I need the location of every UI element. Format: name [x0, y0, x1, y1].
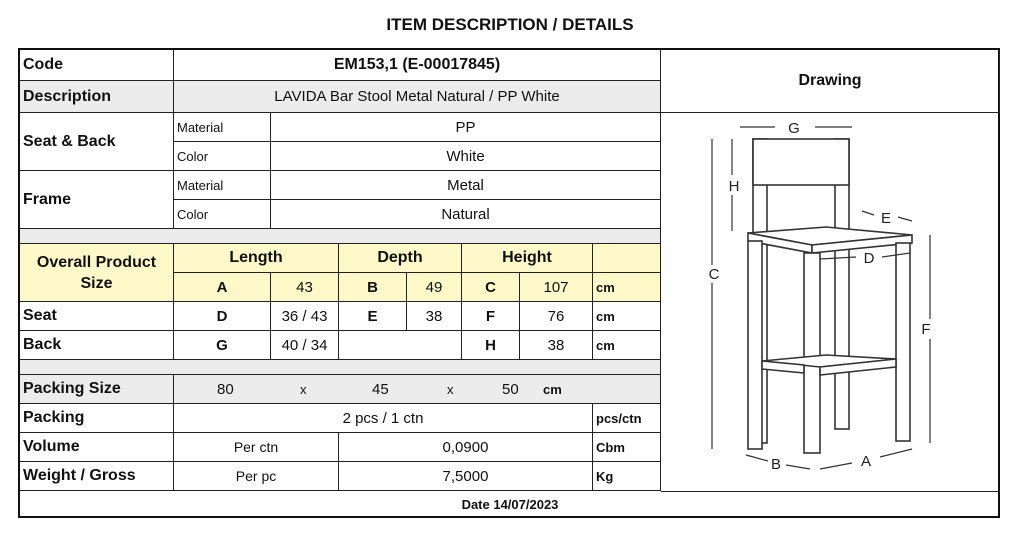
packing-value: 2 pcs / 1 ctn — [174, 404, 593, 433]
stool-svg — [660, 113, 1000, 489]
volume-unit: Cbm — [593, 433, 661, 462]
drawing-letter-a: A — [860, 453, 872, 470]
weight-label: Weight / Gross — [20, 462, 174, 491]
spacer-row — [20, 229, 661, 244]
description-value: LAVIDA Bar Stool Metal Natural / PP White — [174, 81, 661, 113]
seat-back-label: Seat & Back — [20, 113, 174, 171]
dim-g-label: G — [174, 331, 271, 360]
dim-f-label: F — [462, 302, 520, 331]
drawing-letter-c: C — [708, 266, 720, 283]
frame-color-label: Color — [174, 200, 271, 229]
packing-size-label: Packing Size — [20, 375, 174, 404]
dim-e-label: E — [339, 302, 407, 331]
dim-c-label: C — [462, 273, 520, 302]
description-label: Description — [20, 81, 174, 113]
dim-b-label: B — [339, 273, 407, 302]
seat-back-material-label: Material — [174, 113, 271, 142]
packing-size-values — [174, 375, 661, 404]
dim-d-value: 36 / 43 — [271, 302, 339, 331]
page-title: ITEM DESCRIPTION / DETAILS — [386, 15, 634, 34]
dim-c-value: 107 — [520, 273, 593, 302]
drawing-letter-f: F — [921, 321, 931, 338]
unit-header-blank — [593, 244, 661, 273]
packing-size-x1: x — [300, 381, 307, 397]
back-label: Back — [20, 331, 174, 360]
rear-right-leg — [896, 243, 910, 441]
overall-size-label-line1: Overall Product — [36, 253, 157, 271]
dim-d-label: D — [174, 302, 271, 331]
dim-g-value: 40 / 34 — [271, 331, 339, 360]
weight-per: Per pc — [174, 462, 339, 491]
back-unit: cm — [593, 331, 661, 360]
packing-unit: pcs/ctn — [593, 404, 661, 433]
front-left-leg — [748, 241, 762, 449]
overall-size-label — [20, 244, 174, 302]
seat-back-color-label: Color — [174, 142, 271, 171]
seat-back-color: White — [271, 142, 661, 171]
packing-size-height: 50 — [502, 380, 519, 398]
overall-unit: cm — [593, 273, 661, 302]
volume-per: Per ctn — [174, 433, 339, 462]
drawing-letter-g: G — [788, 120, 800, 137]
seat-unit: cm — [593, 302, 661, 331]
drawing-letter-d: D — [863, 250, 875, 267]
dim-h-value: 38 — [520, 331, 593, 360]
overall-size-label-line2: Size — [80, 274, 113, 292]
date-footer: Date 14/07/2023 — [461, 497, 559, 512]
dim-e-value: 38 — [407, 302, 462, 331]
drawing-letter-b: B — [770, 456, 782, 473]
length-header: Length — [174, 244, 339, 273]
drawing-letter-h: H — [728, 178, 740, 195]
dim-h-label: H — [462, 331, 520, 360]
frame-label: Frame — [20, 171, 174, 229]
dim-a-value: 43 — [271, 273, 339, 302]
spacer-row-2 — [20, 360, 661, 375]
dim-f-value: 76 — [520, 302, 593, 331]
packing-size-x2: x — [447, 381, 454, 397]
seat-label: Seat — [20, 302, 174, 331]
dim-b-value: 49 — [407, 273, 462, 302]
height-header: Height — [462, 244, 593, 273]
drawing-label: Drawing — [661, 50, 1000, 113]
code-value: EM153,1 (E-00017845) — [174, 50, 661, 81]
frame-material-label: Material — [174, 171, 271, 200]
frame-material: Metal — [271, 171, 661, 200]
depth-header: Depth — [339, 244, 462, 273]
drawing-letter-e: E — [880, 210, 892, 227]
packing-label: Packing — [20, 404, 174, 433]
dim-a-label: A — [174, 273, 271, 302]
stool-drawing — [660, 113, 1000, 489]
weight-unit: Kg — [593, 462, 661, 491]
volume-label: Volume — [20, 433, 174, 462]
weight-value: 7,5000 — [339, 462, 593, 491]
packing-size-length: 80 — [217, 380, 234, 398]
code-label: Code — [20, 50, 174, 81]
frame-color: Natural — [271, 200, 661, 229]
back-blank-cell — [339, 331, 462, 360]
packing-size-unit: cm — [543, 381, 562, 397]
volume-value: 0,0900 — [339, 433, 593, 462]
packing-size-width: 45 — [372, 380, 389, 398]
backrest — [753, 139, 849, 185]
front-right-leg — [804, 253, 820, 453]
seat-back-material: PP — [271, 113, 661, 142]
